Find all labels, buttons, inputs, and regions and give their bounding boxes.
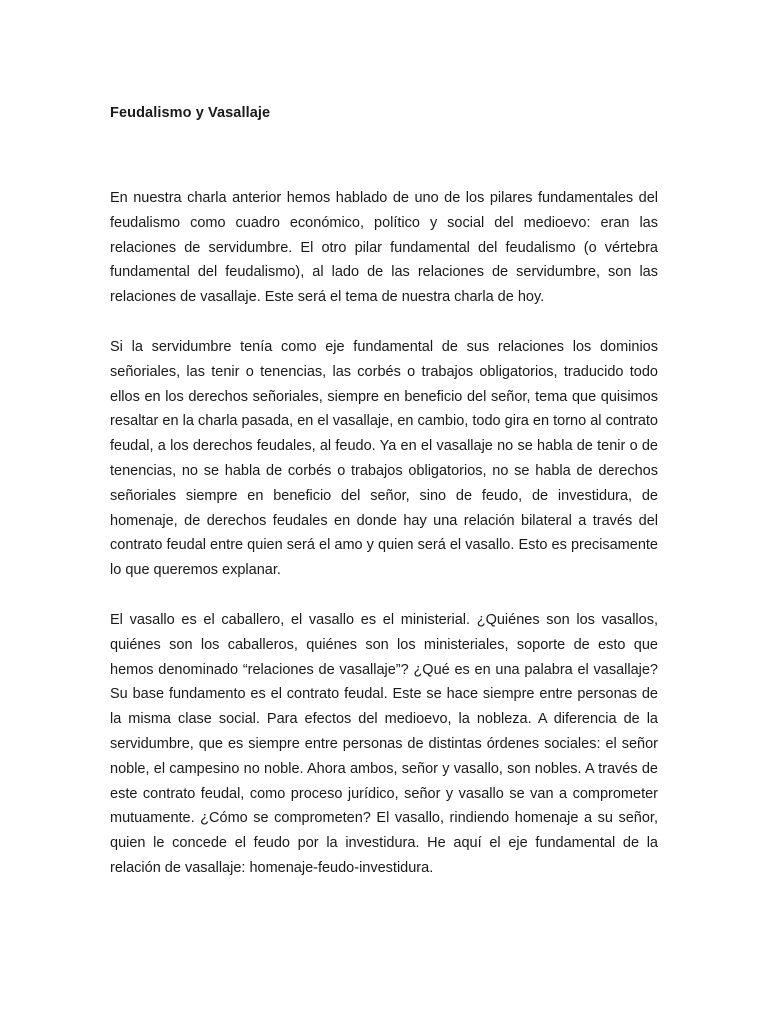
document-title: Feudalismo y Vasallaje	[110, 105, 271, 121]
paragraph-3: El vasallo es el caballero, el vasallo es el ministerial. ¿Quiénes son los vasallos, quiénes son los caballeros, quiénes son los ministeriales, soporte de esto que hemos denominado “relaciones de vasallaje”? ¿Qué es en una palabra el vasallaje? Su base fundamento es el contrato feudal. Este se hace siempre entre personas de la misma clase social. Para efectos del medioevo, la nobleza. A diferencia de la servidumbre, que es siempre entre personas de distintas órdenes sociales: el señor noble, el campesino no noble. Ahora ambos, señor y vasallo, son nobles. A través de este contrato feudal, como proceso jurídico, señor y vasallo se van a comprometer mutuamente. ¿Cómo se comprometen? El vasallo, rindiendo homenaje a su señor, quien le concede el feudo por la investidura. He aquí el eje fundamental de la relación de vasallaje: homenaje-feudo-investidura.	[110, 611, 658, 876]
document-page	[110, 101, 658, 906]
paragraph-2: Si la servidumbre tenía como eje fundamental de sus relaciones los dominios señoriales, las tenir o tenencias, las corbés o trabajos obligatorios, traducido todo ellos en los derechos señoriales, siempre en beneficio del señor, tema que quisimos resaltar en la charla pasada, en el vasallaje, en cambio, todo gira en torno al contrato feudal, a los derechos feudales, al feudo. Ya en el vasallaje no se habla de tenir o de tenencias, no se habla de corbés o trabajos obligatorios, no se habla de derechos señoriales siempre en beneficio del señor, sino de feudo, de investidura, de homenaje, de derechos feudales en donde hay una relación bilateral a través del contrato feudal entre quien será el amo y quien será el vasallo. Esto es precisamente lo que queremos explanar.	[110, 338, 658, 579]
paragraph-1: En nuestra charla anterior hemos hablado de uno de los pilares fundamentales del feudalismo como cuadro económico, político y social del medioevo: eran las relaciones de servidumbre. El otro pilar fundamental del feudalismo (o vértebra fundamental del feudalismo), al lado de las relaciones de servidumbre, son las relaciones de vasallaje. Este será el tema de nuestra charla de hoy.	[110, 190, 658, 306]
